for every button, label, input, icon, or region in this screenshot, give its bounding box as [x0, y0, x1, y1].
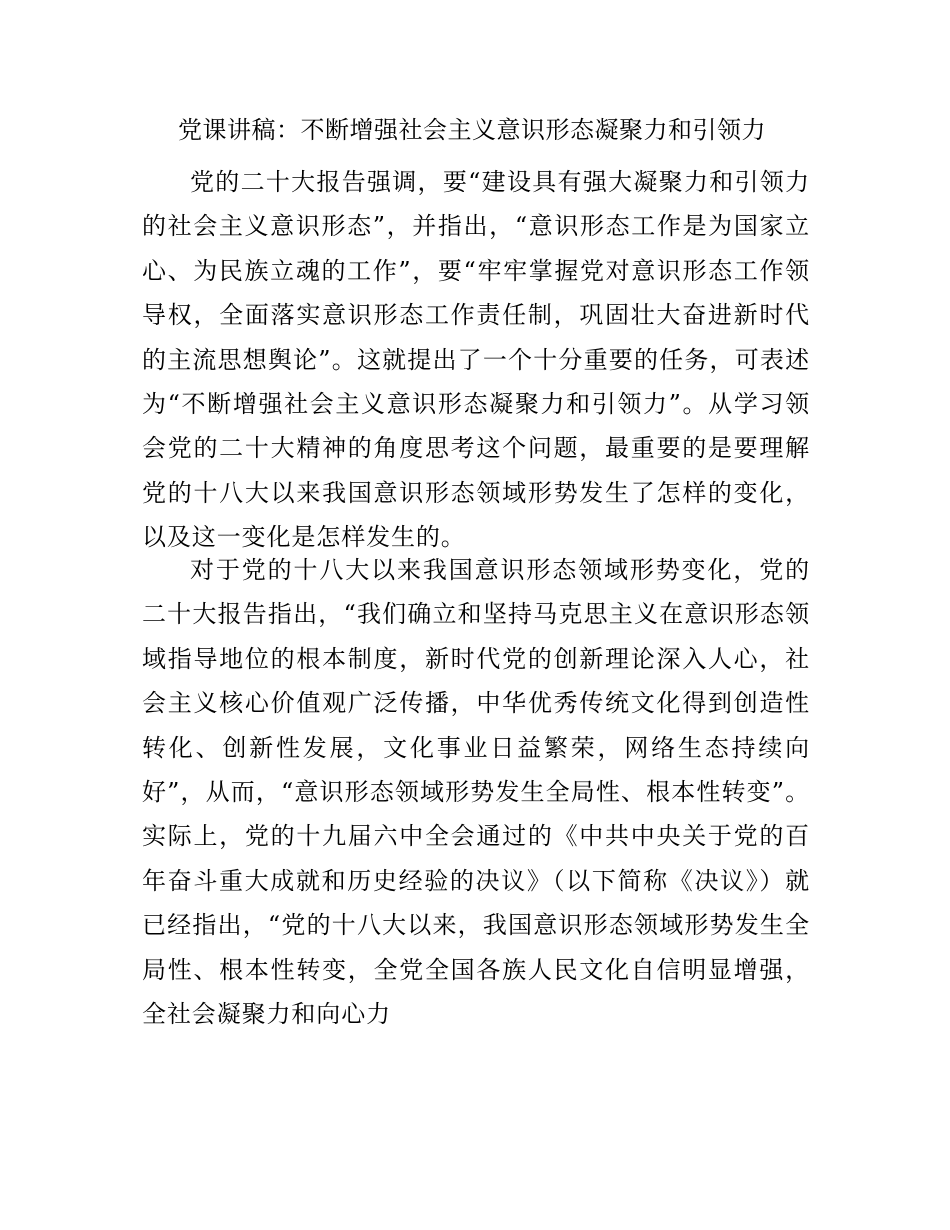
- paragraph-1: 党的二十大报告强调，要“建设具有强大凝聚力和引领力的社会主义意识形态”，并指出，“意识形态工作是为国家立心、为民族立魂的工作”，要“牢牢掌握党对意识形态工作领导权，全面落实意识形态工作责任制，巩固壮大奋进新时代的主流思想舆论”。这就提出了一个十分重要的任务，可表述为“不断增强社会主义意识形态凝聚力和引领力”。从学习领会党的二十大精神的角度思考这个问题，最重要的是要理解党的十八大以来我国意识形态领域形势发生了怎样的变化，以及这一变化是怎样发生的。: [142, 168, 810, 552]
- document-title: 党课讲稿：不断增强社会主义意识形态凝聚力和引领力: [178, 116, 766, 144]
- paragraph-2: 对于党的十八大以来我国意识形态领域形势变化，党的二十大报告指出，“我们确立和坚持马克思主义在意识形态领域指导地位的根本制度，新时代党的创新理论深入人心，社会主义核心价值观广泛传播，中华优秀传统文化得到创造性转化、创新性发展，文化事业日益繁荣，网络生态持续向好”，从而，“意识形态领域形势发生全局性、根本性转变”。实际上，党的十九届六中全会通过的《中共中央关于党的百年奋斗重大成就和历史经验的决议》（以下简称《决议》）就已经指出，“党的十八大以来，我国意识形态领域形势发生全局性、根本性转变，全党全国各族人民文化自信明显增强，全社会凝聚力和向心力: [142, 556, 810, 1029]
